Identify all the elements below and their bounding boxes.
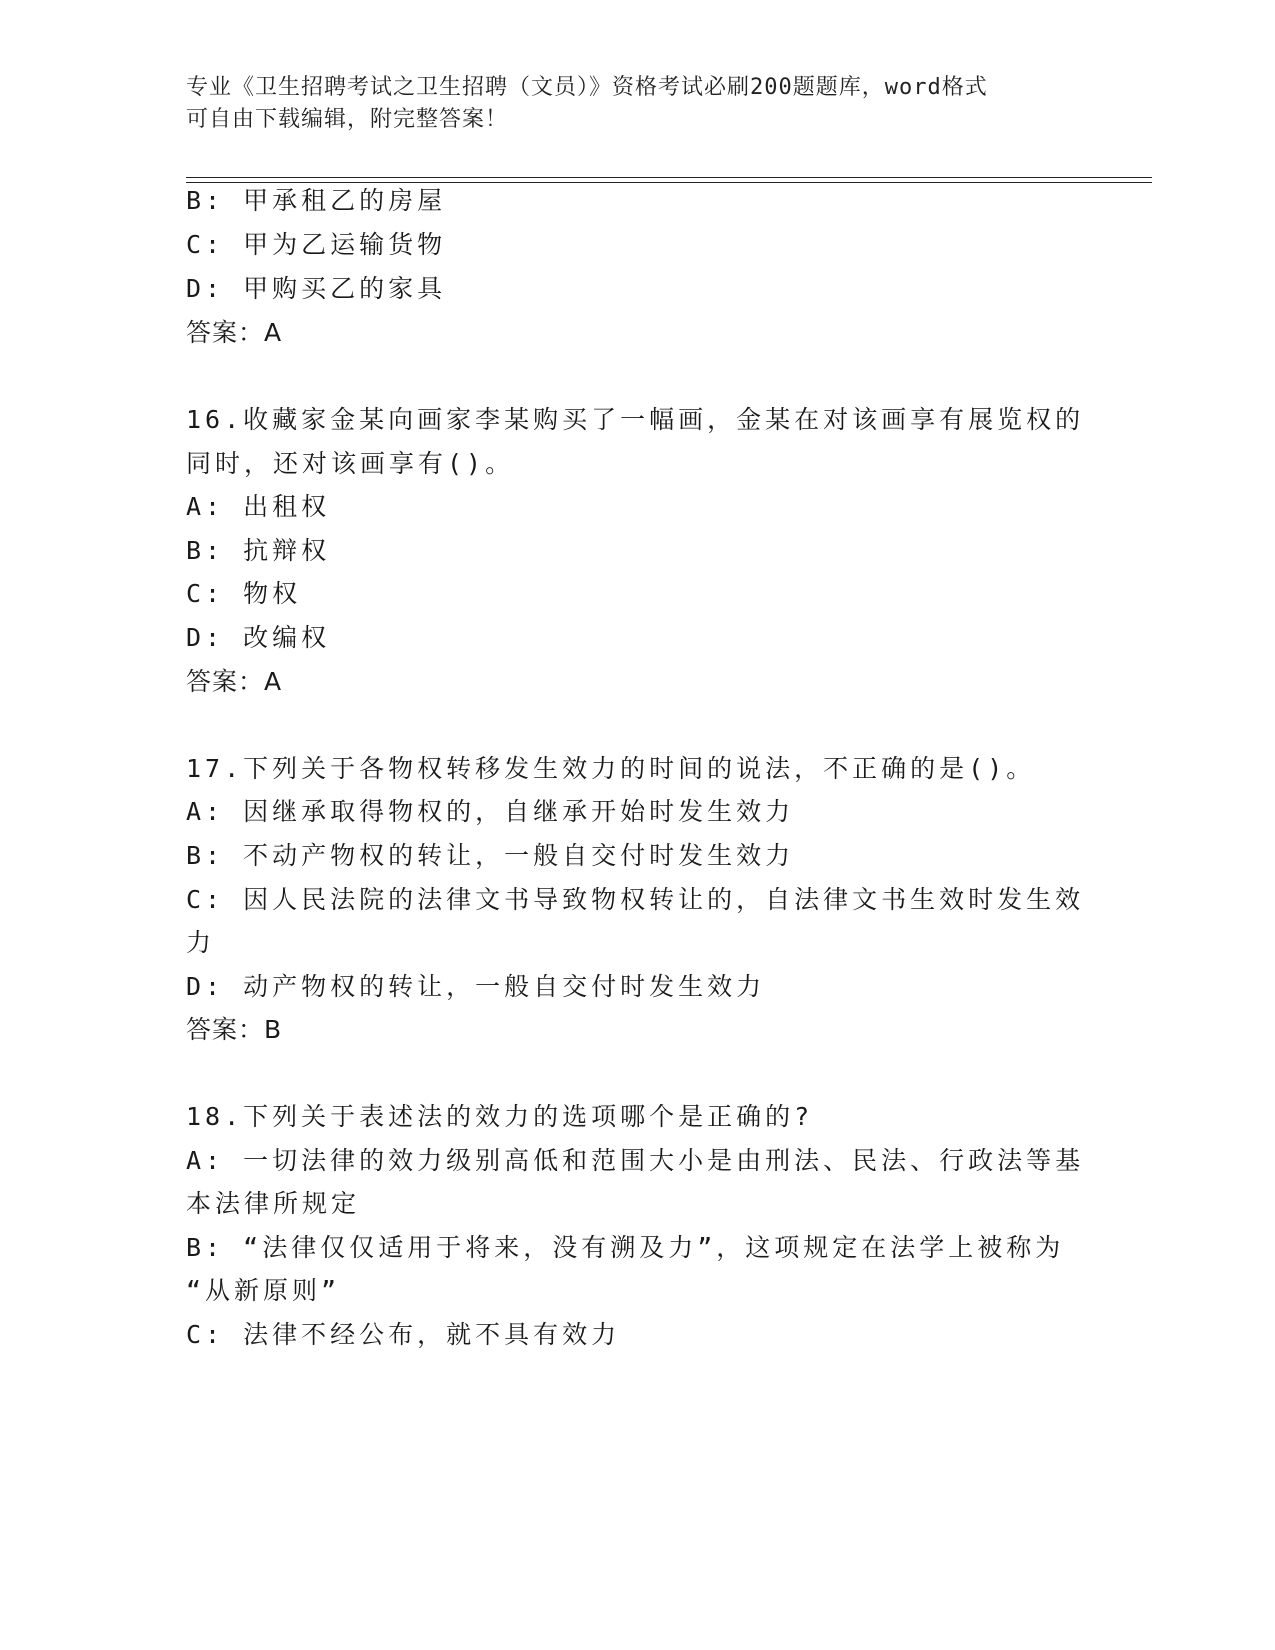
- q18-option-b-line-1: B: “法律仅仅适用于将来，没有溯及力”，这项规定在法学上被称为: [186, 1233, 1065, 1262]
- q18-stem: 18.下列关于表述法的效力的选项哪个是正确的?: [186, 1102, 814, 1131]
- header-title-line-1: 专业《卫生招聘考试之卫生招聘（文员）》资格考试必刷200题题库，word格式: [186, 75, 988, 100]
- q16-option-c: C: 物权: [186, 579, 302, 608]
- q15-option-d: D: 甲购买乙的家具: [186, 274, 447, 303]
- q17-stem: 17.下列关于各物权转移发生效力的时间的说法，不正确的是()。: [186, 754, 1036, 783]
- q15-option-c: C: 甲为乙运输货物: [186, 230, 447, 259]
- q16-answer: 答案：A: [186, 667, 283, 696]
- q17-answer: 答案：B: [186, 1015, 283, 1044]
- q16-stem-line-1: 16.收藏家金某向画家李某购买了一幅画，金某在对该画享有展览权的: [186, 405, 1085, 434]
- q17-option-c-line-2: 力: [186, 928, 216, 957]
- q16-option-d: D: 改编权: [186, 623, 331, 652]
- q15-answer: 答案：A: [186, 318, 283, 347]
- q17-option-b: B: 不动产物权的转让，一般自交付时发生效力: [186, 841, 795, 870]
- header-title-line-2: 可自由下载编辑，附完整答案！: [186, 107, 509, 132]
- header-divider-bottom: [186, 182, 1152, 183]
- q15-option-b: B: 甲承租乙的房屋: [186, 186, 447, 215]
- q16-option-b: B: 抗辩权: [186, 536, 331, 565]
- q16-stem-line-2: 同时，还对该画享有()。: [186, 449, 515, 478]
- q18-option-a-line-2: 本法律所规定: [186, 1189, 361, 1218]
- q17-option-c-line-1: C: 因人民法院的法律文书导致物权转让的，自法律文书生效时发生效: [186, 885, 1085, 914]
- q18-option-c: C: 法律不经公布，就不具有效力: [186, 1320, 621, 1349]
- page-header: [186, 72, 1066, 136]
- q17-option-d: D: 动产物权的转让，一般自交付时发生效力: [186, 972, 766, 1001]
- q17-option-a: A: 因继承取得物权的，自继承开始时发生效力: [186, 797, 795, 826]
- q18-option-b-line-2: “从新原则”: [186, 1276, 341, 1305]
- q16-option-a: A: 出租权: [186, 492, 331, 521]
- q18-option-a-line-1: A: 一切法律的效力级别高低和范围大小是由刑法、民法、行政法等基: [186, 1146, 1085, 1175]
- header-divider-top: [186, 177, 1152, 178]
